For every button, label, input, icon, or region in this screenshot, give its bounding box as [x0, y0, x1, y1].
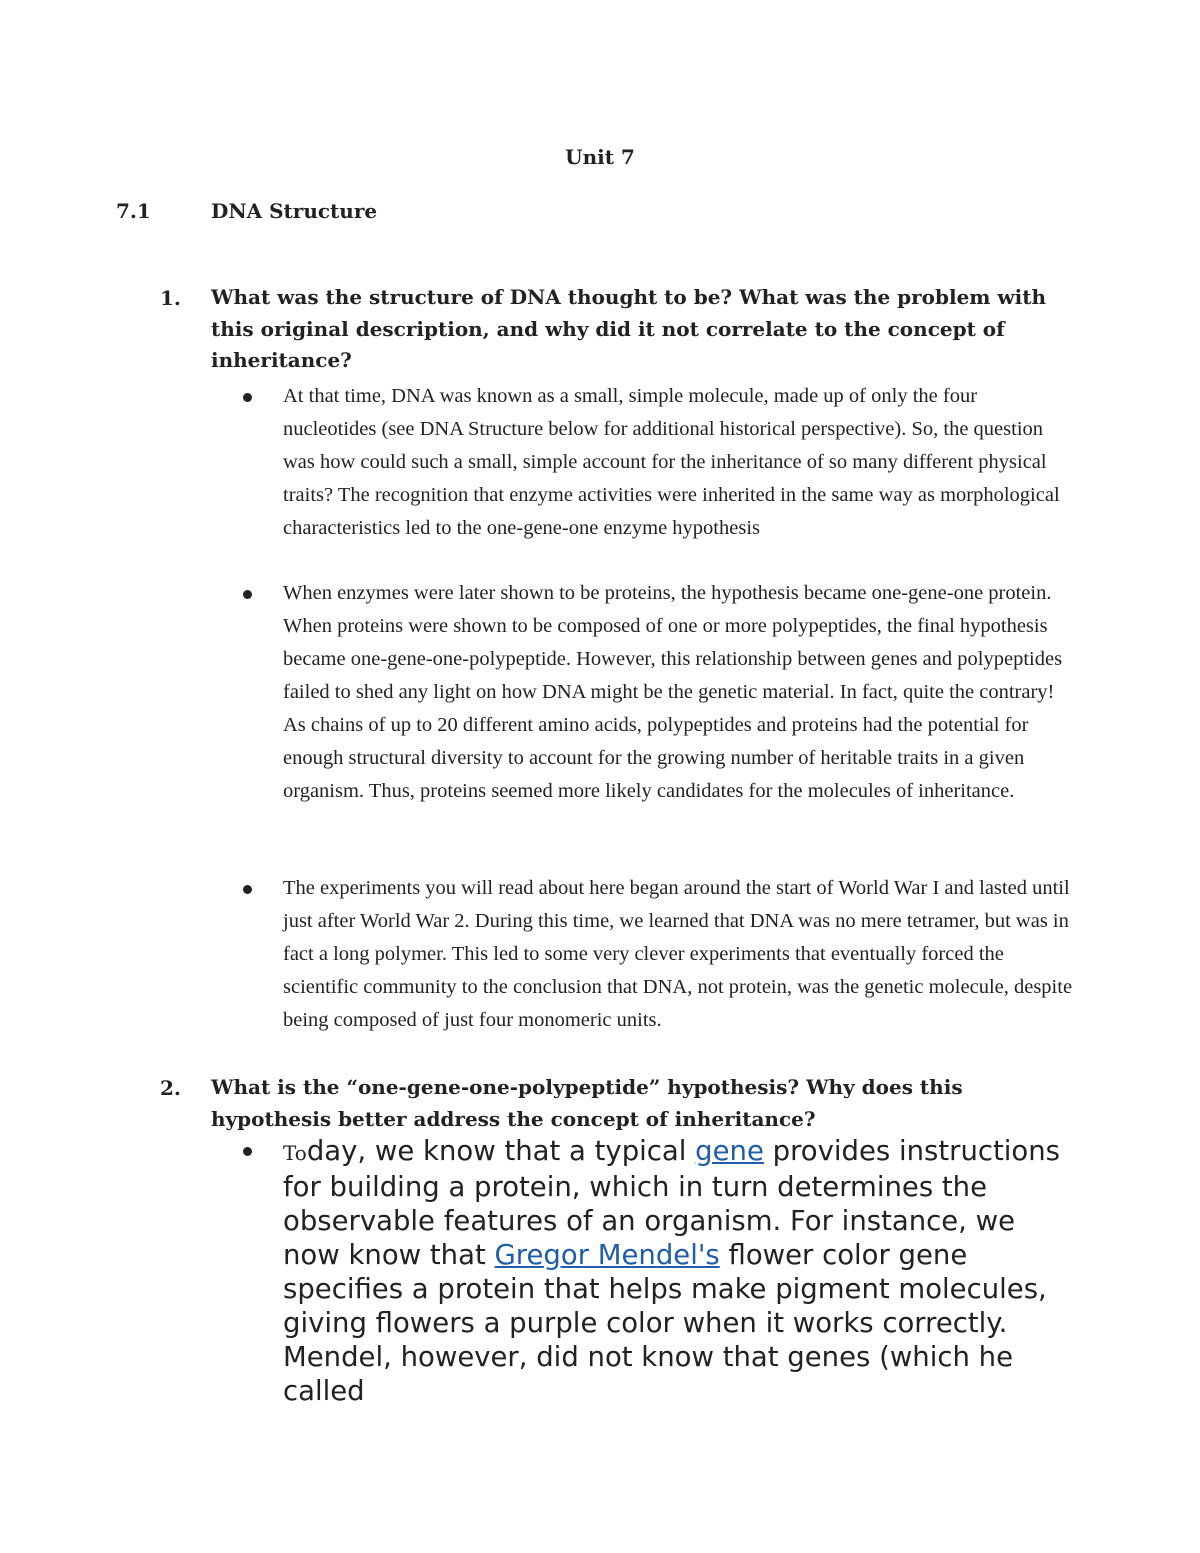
gene-link[interactable]: gene	[695, 1135, 764, 1167]
section-title: DNA Structure	[211, 199, 378, 223]
answer-1-bullet-2: When enzymes were later shown to be proteins, the hypothesis became one-gene-one protein. When proteins were shown to be composed of one or more polypeptides, the final hypothesis became one-gene-one-polypeptide. However, this relationship between genes and polypeptides failed to shed any light on how DNA might be the genetic material. In fact, quite the contrary! As chains of up to 20 different amino acids, polypeptides and proteins had the potential for enough structural diversity to account for the growing number of heritable traits in a given organism. Thus, proteins seemed more likely candidates for the molecules of inheritance.	[283, 582, 1063, 802]
answer-2-text-2: provides instructions for building a protein, which in turn determines the observable features of an organism. For instance, we now know that	[283, 1135, 1061, 1271]
question-1-number: 1.	[160, 286, 181, 310]
question-2-number: 2.	[160, 1076, 181, 1100]
page-title: Unit 7	[565, 145, 635, 169]
question-2-text: What is the “one-gene-one-polypeptide” hypothesis? Why does this hypothesis better address the concept of inheritance?	[211, 1075, 963, 1131]
bullet-icon	[243, 1147, 252, 1156]
bullet-icon	[243, 590, 252, 599]
bullet-icon	[243, 885, 252, 894]
section-number: 7.1	[116, 199, 151, 223]
question-1-text: What was the structure of DNA thought to be? What was the problem with this original description, and why did it not correlate to the concept of inheritance?	[211, 285, 1047, 372]
answer-2-text-3: flower color gene specifies a protein that helps make pigment molecules, giving flowers a purple color when it works correctly. Mendel, however, did not know that genes (which he called	[283, 1239, 1047, 1407]
answer-1-bullet-1: At that time, DNA was known as a small, simple molecule, made up of only the four nucleotides (see DNA Structure below for additional historical perspective). So, the question was how could such a small, simple account for the inheritance of so many different physical traits? The recognition that enzyme activities were inherited in the same way as morphological characteristics led to the one-gene-one enzyme hypothesis	[283, 385, 1060, 539]
answer-2-text-1: day, we know that a typical	[306, 1135, 696, 1167]
answer-1-bullet-3: The experiments you will read about here began around the start of World War I and lasted until just after World War 2. During this time, we learned that DNA was no mere tetramer, but was in fact a long polymer. This led to some very clever experiments that eventually forced the scientific community to the conclusion that DNA, not protein, was the genetic molecule, despite being composed of just four monomeric units.	[283, 877, 1073, 1031]
answer-2-lead: To	[283, 1141, 307, 1165]
bullet-icon	[243, 393, 252, 402]
gregor-mendel-link[interactable]: Gregor Mendel's	[494, 1239, 720, 1271]
answer-2-paragraph	[283, 1134, 1073, 1408]
